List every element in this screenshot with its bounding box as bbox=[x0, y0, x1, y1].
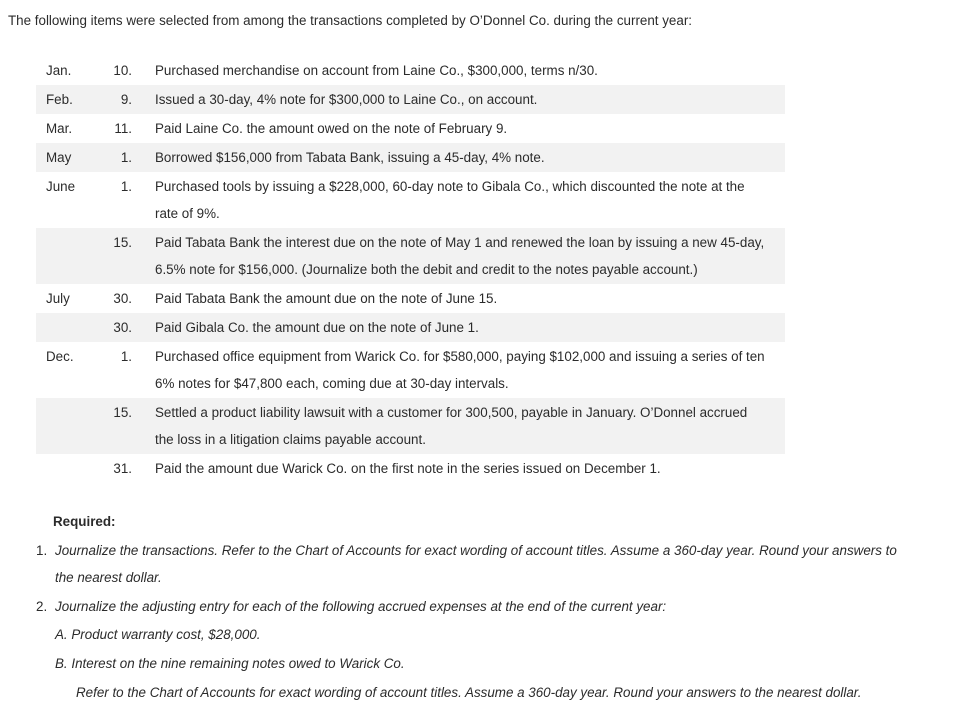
transaction-row bbox=[36, 172, 785, 228]
transaction-day: 15. bbox=[113, 405, 132, 420]
transaction-day: 15. bbox=[113, 235, 132, 250]
description-line: Borrowed $156,000 from Tabata Bank, issuing a 45-day, 4% note. bbox=[155, 150, 545, 165]
description-line: Purchased tools by issuing a $228,000, 60-day note to Gibala Co., which discounted the note at the bbox=[155, 179, 745, 194]
requirement-2a: A. Product warranty cost, $28,000. bbox=[55, 627, 261, 642]
requirement-text: Journalize the adjusting entry for each of the following accrued expenses at the end of the current year: bbox=[55, 599, 667, 614]
transaction-description bbox=[155, 144, 545, 171]
transaction-description bbox=[155, 399, 747, 453]
transaction-day: 30. bbox=[113, 291, 132, 306]
transaction-day: 11. bbox=[114, 121, 132, 136]
transaction-day: 1. bbox=[120, 349, 132, 364]
requirement-1 bbox=[36, 543, 897, 558]
transaction-description bbox=[155, 86, 537, 113]
transaction-description bbox=[155, 173, 745, 227]
transaction-row bbox=[36, 398, 785, 454]
description-line: Purchased office equipment from Warick Co. for $580,000, paying $102,000 and issuing a series of ten bbox=[155, 349, 765, 364]
description-line: Settled a product liability lawsuit with a customer for 300,500, payable in January. O’Donnel accrued bbox=[155, 405, 748, 420]
transaction-row bbox=[36, 313, 785, 342]
description-line: Paid Gibala Co. the amount due on the note of June 1. bbox=[155, 320, 479, 335]
transaction-month: Jan. bbox=[46, 63, 72, 78]
requirement-2b: B. Interest on the nine remaining notes owed to Warick Co. bbox=[55, 656, 405, 671]
description-line: Purchased merchandise on account from Laine Co., $300,000, terms n/30. bbox=[155, 63, 598, 78]
description-line: 6.5% note for $156,000. (Journalize both the debit and credit to the notes payable account.) bbox=[155, 262, 698, 277]
transaction-description bbox=[155, 57, 598, 84]
transaction-row bbox=[36, 85, 785, 114]
transaction-description bbox=[155, 343, 765, 397]
requirement-text: Journalize the transactions. Refer to the Chart of Accounts for exact wording of account titles. Assume a 360-day year. Round your answers to bbox=[55, 543, 897, 558]
required-heading: Required: bbox=[53, 514, 116, 529]
transaction-row bbox=[36, 342, 785, 398]
description-line: Paid Tabata Bank the amount due on the note of June 15. bbox=[155, 291, 498, 306]
description-line: Paid the amount due Warick Co. on the first note in the series issued on December 1. bbox=[155, 461, 661, 476]
transaction-month: May bbox=[46, 150, 72, 165]
transaction-month: June bbox=[46, 179, 76, 194]
transaction-day: 10. bbox=[113, 63, 132, 78]
description-line: the loss in a litigation claims payable account. bbox=[155, 432, 426, 447]
transaction-row bbox=[36, 284, 785, 313]
transaction-description bbox=[155, 285, 497, 312]
transaction-month: Mar. bbox=[46, 121, 73, 136]
transaction-description bbox=[155, 455, 661, 482]
transaction-description bbox=[155, 229, 764, 283]
description-line: Paid Tabata Bank the interest due on the note of May 1 and renewed the loan by issuing a new 45-day, bbox=[155, 235, 765, 250]
transaction-month: Feb. bbox=[46, 92, 73, 107]
requirement-1-continued: the nearest dollar. bbox=[55, 570, 162, 585]
transaction-month: July bbox=[46, 291, 70, 306]
transactions-table bbox=[36, 56, 785, 483]
requirement-number: 2. bbox=[36, 599, 48, 614]
requirement-number: 1. bbox=[36, 543, 48, 558]
transaction-description bbox=[155, 314, 479, 341]
transaction-description bbox=[155, 115, 507, 142]
transaction-row bbox=[36, 454, 785, 483]
transaction-day: 9. bbox=[120, 92, 132, 107]
transaction-day: 1. bbox=[120, 150, 132, 165]
transaction-day: 30. bbox=[113, 320, 132, 335]
description-line: 6% notes for $47,800 each, coming due at 30-day intervals. bbox=[155, 376, 509, 391]
requirement-note: Refer to the Chart of Accounts for exact wording of account titles. Assume a 360-day year. Round your answers to the nearest dollar. bbox=[76, 685, 862, 700]
transaction-row bbox=[36, 228, 785, 284]
transaction-month: Dec. bbox=[46, 349, 74, 364]
transaction-row bbox=[36, 114, 785, 143]
transaction-row bbox=[36, 143, 785, 172]
description-line: Paid Laine Co. the amount owed on the note of February 9. bbox=[155, 121, 508, 136]
description-line: Issued a 30-day, 4% note for $300,000 to Laine Co., on account. bbox=[155, 92, 538, 107]
transaction-day: 31. bbox=[113, 461, 132, 476]
requirement-2 bbox=[36, 599, 666, 614]
description-line: rate of 9%. bbox=[155, 206, 220, 221]
intro-text: The following items were selected from among the transactions completed by O’Donnel Co. during the current year: bbox=[8, 13, 693, 28]
transaction-day: 1. bbox=[120, 179, 132, 194]
transaction-row bbox=[36, 56, 785, 85]
